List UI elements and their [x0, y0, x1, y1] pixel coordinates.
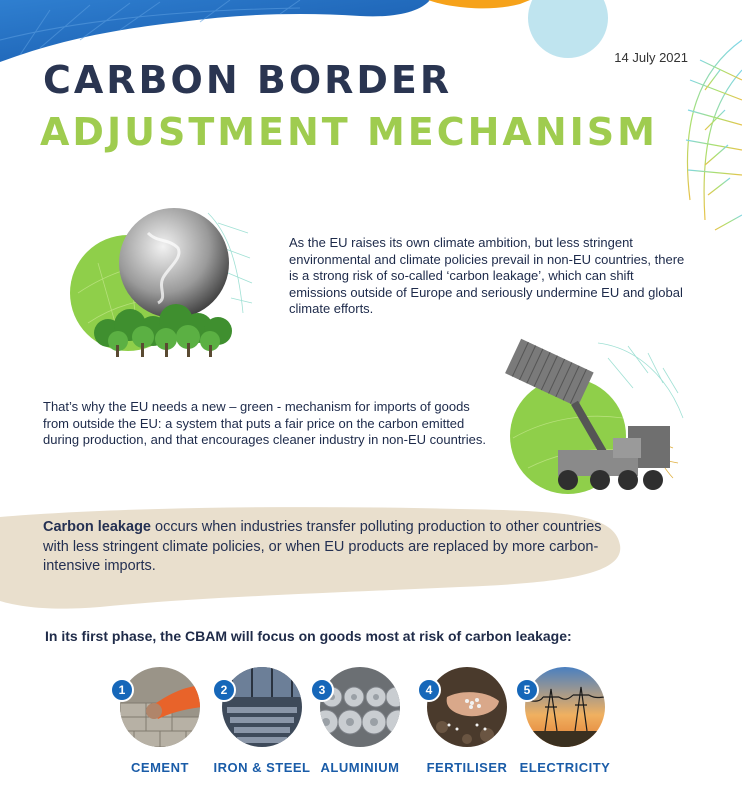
intro-paragraph-1: As the EU raises its own climate ambition, but less stringent environmental and climate policies prevail in non-EU countries, there is a strong risk of so-called ‘carbon leakage’, which can shift emissions outside of Europe and seriously undermine EU and global climate efforts.	[289, 235, 685, 316]
electricity-photo	[525, 667, 605, 747]
container-loader-illustration	[488, 338, 693, 498]
item-number-badge: 3	[310, 678, 334, 702]
intro-paragraph-2: That’s why the EU needs a new – green - mechanism for imports of goods from outside the EU: a system that puts a fair price on the carbon emitted during production, and that encourages cleaner industry in non-EU countries.	[43, 399, 486, 447]
item-number-badge: 2	[212, 678, 236, 702]
goods-item-electricity	[515, 664, 625, 784]
fertiliser-photo	[427, 667, 507, 747]
globe-trees-illustration	[68, 203, 258, 363]
cement-photo	[120, 667, 200, 747]
item-number-badge: 4	[417, 678, 441, 702]
carbon-leakage-definition	[43, 518, 603, 577]
item-number-badge: 5	[515, 678, 539, 702]
steel-photo	[222, 667, 302, 747]
carbon-leakage-term: Carbon leakage	[43, 519, 151, 535]
item-label-iron-steel: IRON & STEEL	[213, 760, 311, 775]
carbon-leakage-text: occurs when industries transfer polluting production to other countries with less stringent climate policies, or when EU products are replaced by more carbon-intensive imports.	[43, 519, 602, 574]
aluminium-photo	[320, 667, 400, 747]
publication-date: 14 July 2021	[614, 50, 688, 65]
item-label-electricity: ELECTRICITY	[519, 760, 611, 775]
item-number-badge: 1	[110, 678, 134, 702]
page-title-line-1: CARBON BORDER	[43, 58, 453, 102]
item-label-aluminium: ALUMINIUM	[320, 760, 400, 775]
item-label-fertiliser: FERTILISER	[426, 760, 508, 775]
first-phase-heading: In its first phase, the CBAM will focus on goods most at risk of carbon leakage:	[45, 628, 572, 644]
item-label-cement: CEMENT	[131, 760, 189, 775]
page-title-line-2: ADJUSTMENT MECHANISM	[40, 110, 658, 154]
goods-item-aluminium	[310, 664, 420, 784]
